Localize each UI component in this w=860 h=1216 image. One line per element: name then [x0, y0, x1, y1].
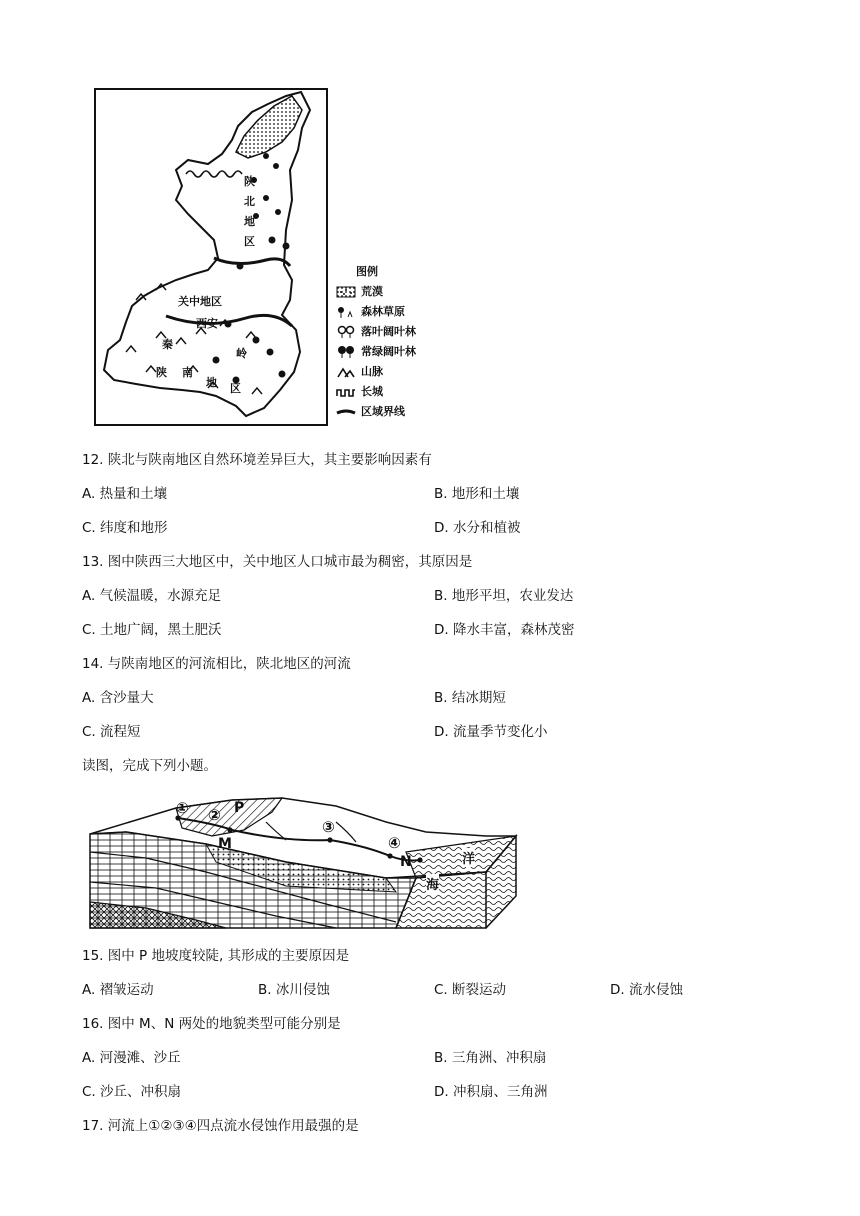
- question-17-stem: 17. 河流上①②③④四点流水侵蚀作用最强的是: [82, 1118, 359, 1134]
- question-12-stem: 12. 陕北与陕南地区自然环境差异巨大，其主要影响因素有: [82, 452, 432, 468]
- legend-label: 落叶阔叶林: [361, 325, 416, 338]
- q14-option-a: A. 含沙量大: [82, 690, 154, 706]
- q16-option-c: C. 沙丘、冲积扇: [82, 1084, 182, 1100]
- deciduous-forest-icon: [336, 325, 356, 339]
- q13-option-b: B. 地形平坦，农业发达: [434, 588, 574, 604]
- question-14-stem: 14. 与陕南地区的河流相比，陕北地区的河流: [82, 656, 351, 672]
- legend-label: 常绿阔叶林: [361, 345, 416, 358]
- point-2-label: ②: [208, 806, 221, 824]
- map-legend: [336, 262, 446, 422]
- region-central-label: 关中地区: [178, 295, 222, 308]
- ocean-label-1: 洋: [462, 848, 475, 867]
- q16-option-b: B. 三角洲、冲积扇: [434, 1050, 547, 1066]
- q12-option-b: B. 地形和土壤: [434, 486, 520, 502]
- q13-option-a: A. 气候温暖，水源充足: [82, 588, 222, 604]
- q15-option-d: D. 流水侵蚀: [610, 982, 683, 998]
- mountain-icon: [336, 365, 356, 379]
- question-15-stem: 15. 图中 P 地坡度较陡, 其形成的主要原因是: [82, 948, 350, 964]
- q12-option-c: C. 纬度和地形: [82, 520, 168, 536]
- mountain-label-1: 秦: [162, 338, 173, 351]
- q12-option-a: A. 热量和土壤: [82, 486, 168, 502]
- legend-item-evergreen: [336, 342, 446, 362]
- legend-item-desert: [336, 282, 446, 302]
- point-3-label: ③: [322, 818, 335, 836]
- q14-option-c: C. 流程短: [82, 724, 141, 740]
- legend-label: 长城: [361, 385, 383, 398]
- point-N-label: N: [400, 854, 412, 870]
- boundary-icon: [336, 405, 356, 419]
- city-label: 西安: [196, 317, 218, 330]
- q16-option-d: D. 冲积扇、三角洲: [434, 1084, 548, 1100]
- legend-label: 区域界线: [361, 405, 405, 418]
- legend-label: 森林草原: [361, 305, 405, 318]
- forest-steppe-icon: [336, 305, 356, 319]
- point-M-label: M: [218, 836, 232, 852]
- q15-option-b: B. 冰川侵蚀: [258, 982, 330, 998]
- q13-option-c: C. 土地广阔，黑土肥沃: [82, 622, 222, 638]
- q13-option-d: D. 降水丰富，森林茂密: [434, 622, 575, 638]
- point-1-label: ①: [176, 799, 189, 817]
- legend-item-boundary: [336, 402, 446, 422]
- question-16-stem: 16. 图中 M、N 两处的地貌类型可能分别是: [82, 1016, 341, 1032]
- legend-label: 荒漠: [361, 285, 383, 298]
- mountain-label-2: 岭: [236, 347, 247, 360]
- desert-icon: [336, 285, 356, 299]
- legend-item-forest-steppe: [336, 302, 446, 322]
- point-P-label: P: [234, 800, 245, 816]
- q14-option-b: B. 结冰期短: [434, 690, 506, 706]
- question-13-stem: 13. 图中陕西三大地区中，关中地区人口城市最为稠密，其原因是: [82, 554, 473, 570]
- landform-block-diagram: [86, 792, 522, 932]
- great-wall-icon: [336, 385, 356, 399]
- legend-item-mountain: [336, 362, 446, 382]
- legend-item-deciduous: [336, 322, 446, 342]
- legend-item-great-wall: [336, 382, 446, 402]
- q12-option-d: D. 水分和植被: [434, 520, 521, 536]
- point-4-label: ④: [388, 834, 401, 852]
- q15-option-a: A. 褶皱运动: [82, 982, 154, 998]
- region-south-label-3: 地: [206, 376, 217, 389]
- legend-title: 图例: [356, 265, 378, 278]
- section-intro: 读图，完成下列小题。: [82, 758, 217, 774]
- q15-option-c: C. 断裂运动: [434, 982, 507, 998]
- region-south-label-2: 南: [182, 366, 193, 379]
- q16-option-a: A. 河漫滩、沙丘: [82, 1050, 181, 1066]
- ocean-label-2: 海: [426, 874, 439, 893]
- q14-option-d: D. 流量季节变化小: [434, 724, 548, 740]
- region-south-label-4: 区: [230, 382, 241, 395]
- region-south-label-1: 陕: [156, 366, 167, 379]
- evergreen-forest-icon: [336, 345, 356, 359]
- legend-label: 山脉: [361, 365, 383, 378]
- region-north-label: 陕 北 地 区: [244, 175, 255, 248]
